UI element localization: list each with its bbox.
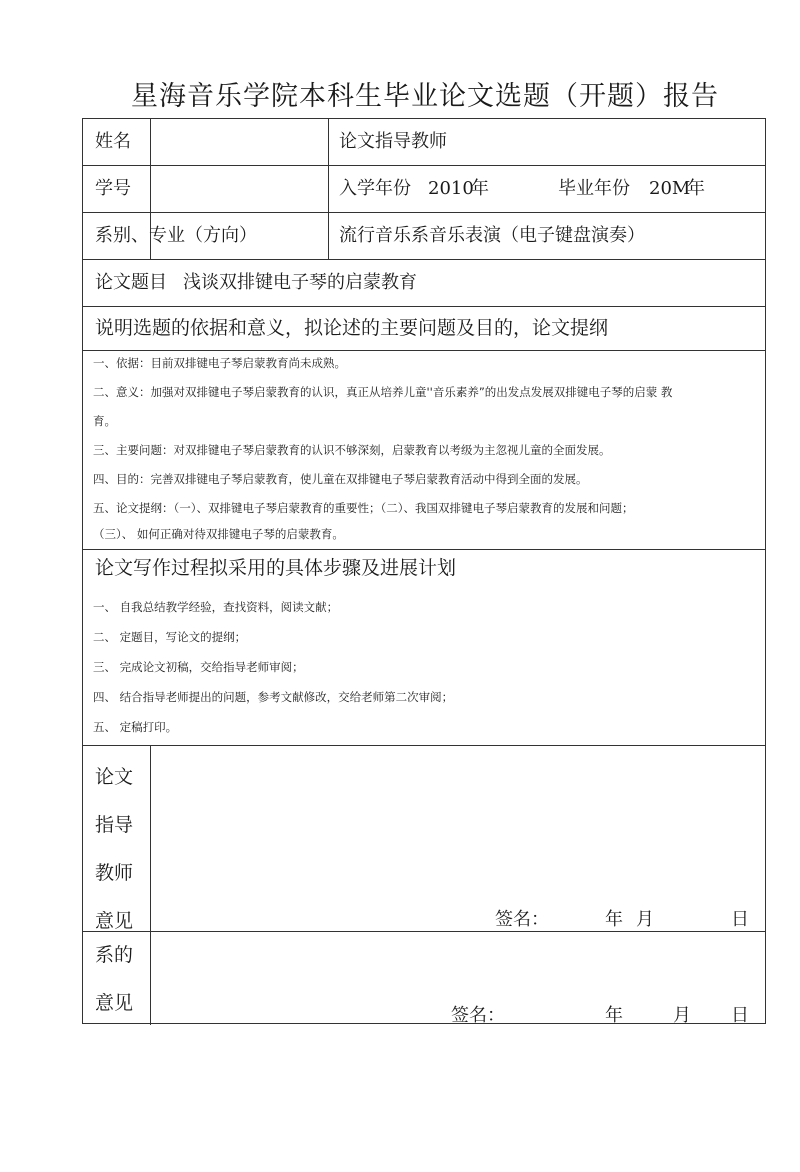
- basis-line: 五、论文提纲：（一）、双排键电子琴启蒙教育的重要性；（二）、我国双排键电子琴启蒙教育的发展和问题；: [93, 501, 634, 515]
- plan-line: 四、 结合指导老师提出的问题，参考文献修改，交给老师第二次审阅；: [93, 690, 454, 704]
- column-divider: [150, 745, 151, 1025]
- advisor-sign-year: 年: [605, 909, 623, 930]
- plan-line: 三、 完成论文初稿，交给指导老师审阅；: [93, 660, 304, 674]
- basis-line: 育。: [93, 414, 116, 428]
- department-label: 系别、专业（方向）: [95, 225, 257, 246]
- row-divider: [83, 549, 765, 550]
- basis-line: 四、目的：完善双排键电子琴启蒙教育，使儿童在双排键电子琴启蒙教育活动中得到全面的发展。: [93, 472, 588, 486]
- advisor-sign-month: 月: [636, 909, 654, 930]
- dept-opinion-label-line: 意见: [95, 992, 134, 1014]
- advisor-signature-label: 签名：: [495, 909, 549, 930]
- row-divider: [83, 350, 765, 351]
- grad-year-label: 毕业年份: [558, 178, 630, 199]
- dept-signature-label: 签名：: [451, 1005, 505, 1026]
- advisor-sign-day: 日: [731, 909, 749, 930]
- advisor-label: 论文指导教师: [339, 131, 447, 152]
- advisor-opinion-label-line: 指导: [95, 814, 134, 836]
- advisor-opinion-label-line: 教师: [95, 862, 134, 884]
- dept-sign-day: 日: [731, 1005, 749, 1026]
- student-id-label: 学号: [95, 178, 131, 199]
- advisor-opinion-label: [95, 753, 133, 945]
- basis-line: 一、依据：目前双排键电子琴启蒙教育尚未成熟。: [93, 356, 346, 370]
- row-divider: [83, 306, 765, 307]
- basis-section-heading: 说明选题的依据和意义，拟论述的主要问题及目的，论文提纲: [95, 317, 609, 339]
- row-divider: [83, 165, 765, 166]
- dept-opinion-label-line: 系的: [95, 944, 134, 966]
- grad-year-value[interactable]: 20M: [649, 178, 691, 199]
- entry-year-unit: 年: [471, 178, 489, 199]
- plan-line: 二、 定题目，写论文的提纲；: [93, 630, 247, 644]
- row-divider: [83, 745, 765, 746]
- thesis-topic-value[interactable]: 浅谈双排键电子琴的启蒙教育: [183, 272, 417, 293]
- grad-year-unit: 年: [687, 178, 705, 199]
- plan-section-heading: 论文写作过程拟采用的具体步骤及进展计划: [95, 557, 457, 579]
- name-label: 姓名: [95, 131, 131, 152]
- row-divider: [83, 931, 765, 932]
- document-title: 星海音乐学院本科生毕业论文选题（开题）报告: [131, 81, 719, 112]
- dept-sign-month: 月: [673, 1005, 691, 1026]
- basis-line: （三）、 如何正确对待双排键电子琴的启蒙教育。: [93, 527, 344, 541]
- row-divider: [83, 212, 765, 213]
- dept-opinion-label: [95, 931, 133, 1027]
- report-form: [82, 118, 766, 1024]
- basis-line: 二、意义：加强对双排键电子琴启蒙教育的认识，真正从培养儿童''音乐素养”的出发点发展双排键电子琴的启蒙 教: [93, 385, 673, 399]
- advisor-opinion-label-line: 论文: [95, 766, 134, 788]
- department-value[interactable]: 流行音乐系音乐表演（电子键盘演奏）: [339, 225, 645, 246]
- column-divider: [328, 119, 329, 259]
- row-divider: [83, 259, 765, 260]
- entry-year-value[interactable]: 2010: [428, 178, 474, 199]
- entry-year-label: 入学年份: [339, 178, 411, 199]
- thesis-topic-label: 论文题目: [95, 272, 167, 293]
- basis-line: 三、主要问题：对双排键电子琴启蒙教育的认识不够深刻，启蒙教育以考级为主忽视儿童的全面发展。: [93, 443, 611, 457]
- advisor-opinion-label-line: 意见: [95, 910, 134, 932]
- plan-line: 一、 自我总结教学经验，查找资料，阅读文献；: [93, 600, 339, 614]
- plan-line: 五、 定稿打印。: [93, 720, 178, 734]
- dept-sign-year: 年: [605, 1005, 623, 1026]
